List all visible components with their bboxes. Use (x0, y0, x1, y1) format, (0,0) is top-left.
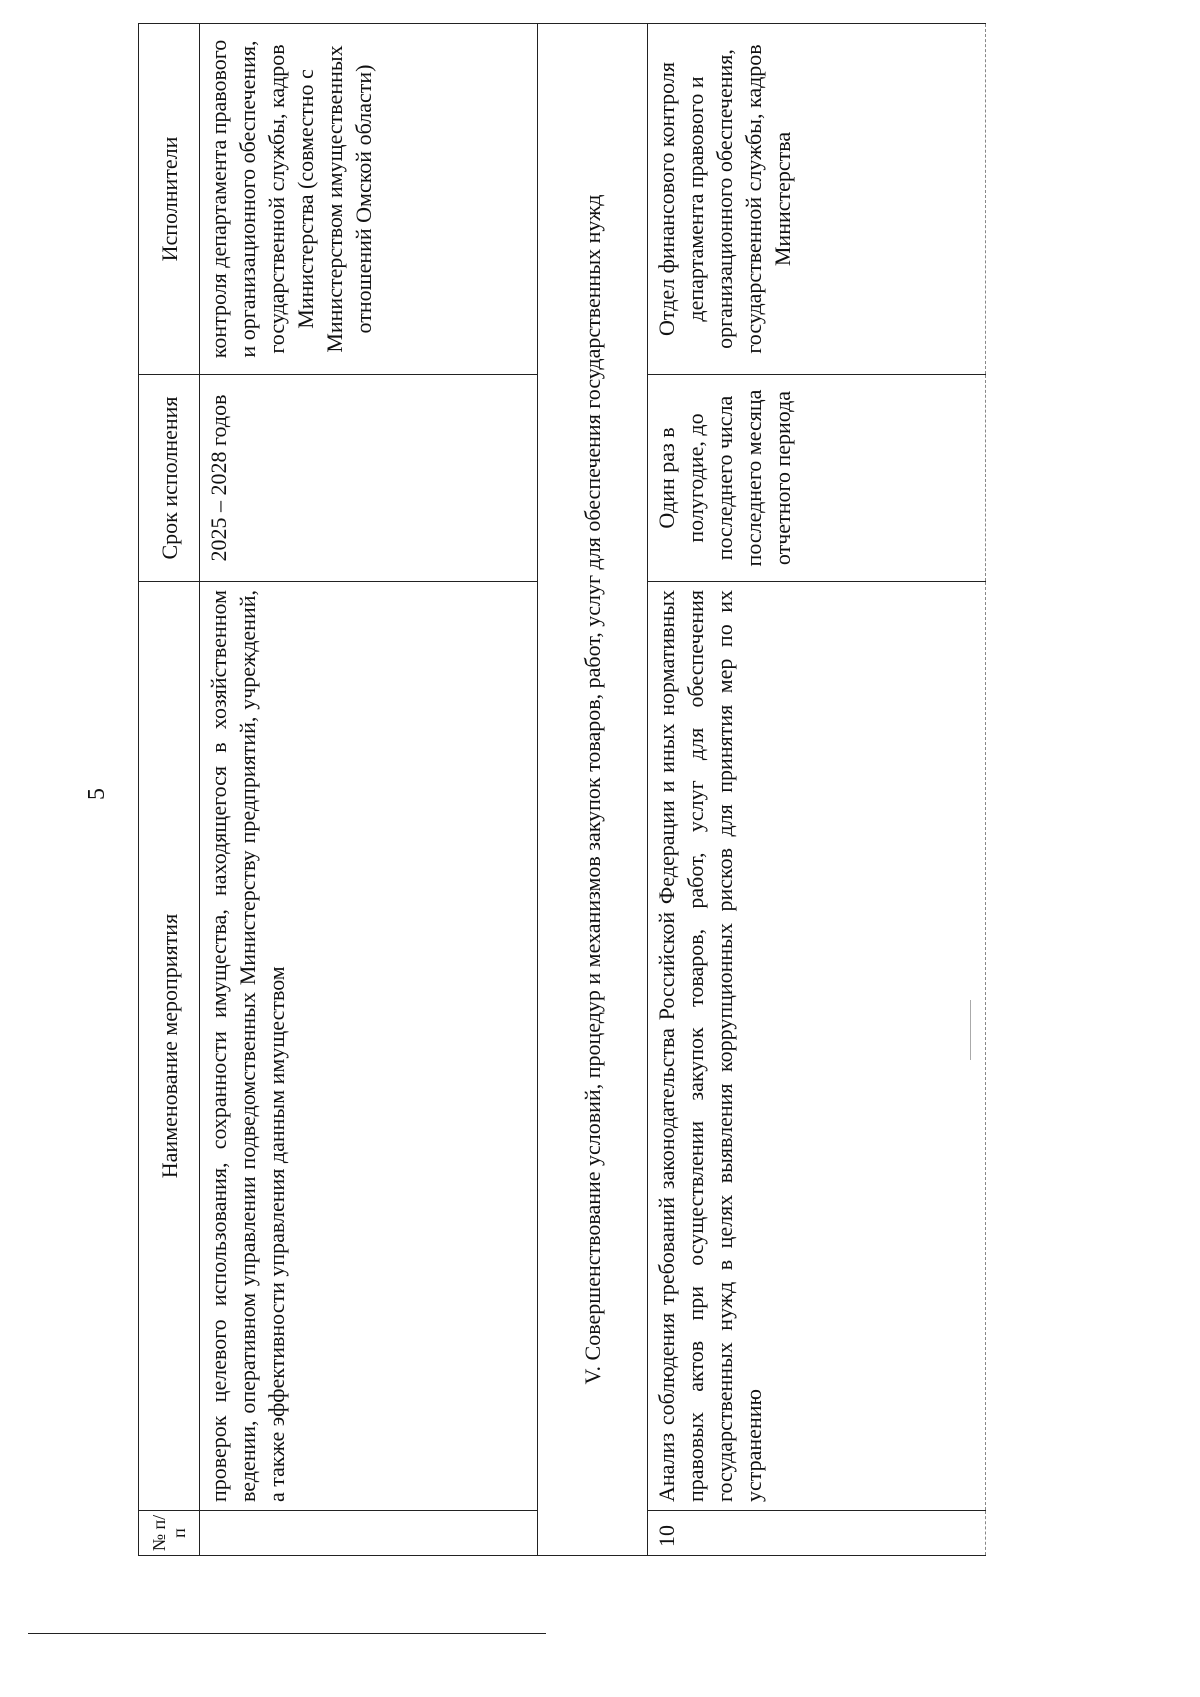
table-row (648, 24, 986, 1556)
measures-table (138, 23, 986, 1556)
table-row (200, 24, 538, 1556)
header-term: Срок исполнения (139, 375, 200, 582)
row-term: Один раз в полугодие, до последнего числа последнего месяца отчетного периода (648, 375, 986, 582)
row-name: Анализ соблюдения требований законодательства Российской Федерации и иных нормативных правовых актов при осуществлении закупок товаров, работ, услуг для обеспечения государственных нужд в целях выявления коррупционных рисков для принятия мер по их устранению (648, 582, 986, 1511)
row-term: 2025 – 2028 годов (200, 375, 538, 582)
rotated-table-container (138, 39, 986, 1556)
header-name: Наименование мероприятия (139, 582, 200, 1511)
section-title: V. Совершенствование условий, процедур и механизмов закупок товаров, работ, услуг для обеспечения государственных нужд (537, 24, 647, 1556)
scan-mark (970, 1000, 971, 1060)
row-num: 10 (648, 1511, 986, 1556)
row-executors: контроля департамента правового и организационного обеспечения, государственной службы, кадров Министерства (совместно с Министерством имущественных отношений Омской области) (200, 24, 538, 375)
header-executors: Исполнители (139, 24, 200, 375)
header-num: № п/п (139, 1511, 200, 1556)
row-executors: Отдел финансового контроля департамента правового и организационного обеспечения, государственной службы, кадров Министерства (648, 24, 986, 375)
section-row (537, 24, 647, 1556)
row-name: проверок целевого использования, сохранности имущества, находящегося в хозяйственном ведении, оперативном управлении подведомственных Министерству предприятий, учреждений, а также эффективности управления данным имуществом (200, 582, 538, 1511)
table-header-row (139, 24, 200, 1556)
row-num (200, 1511, 538, 1556)
page-number: 5 (84, 788, 110, 800)
footer-rule (28, 1633, 546, 1634)
